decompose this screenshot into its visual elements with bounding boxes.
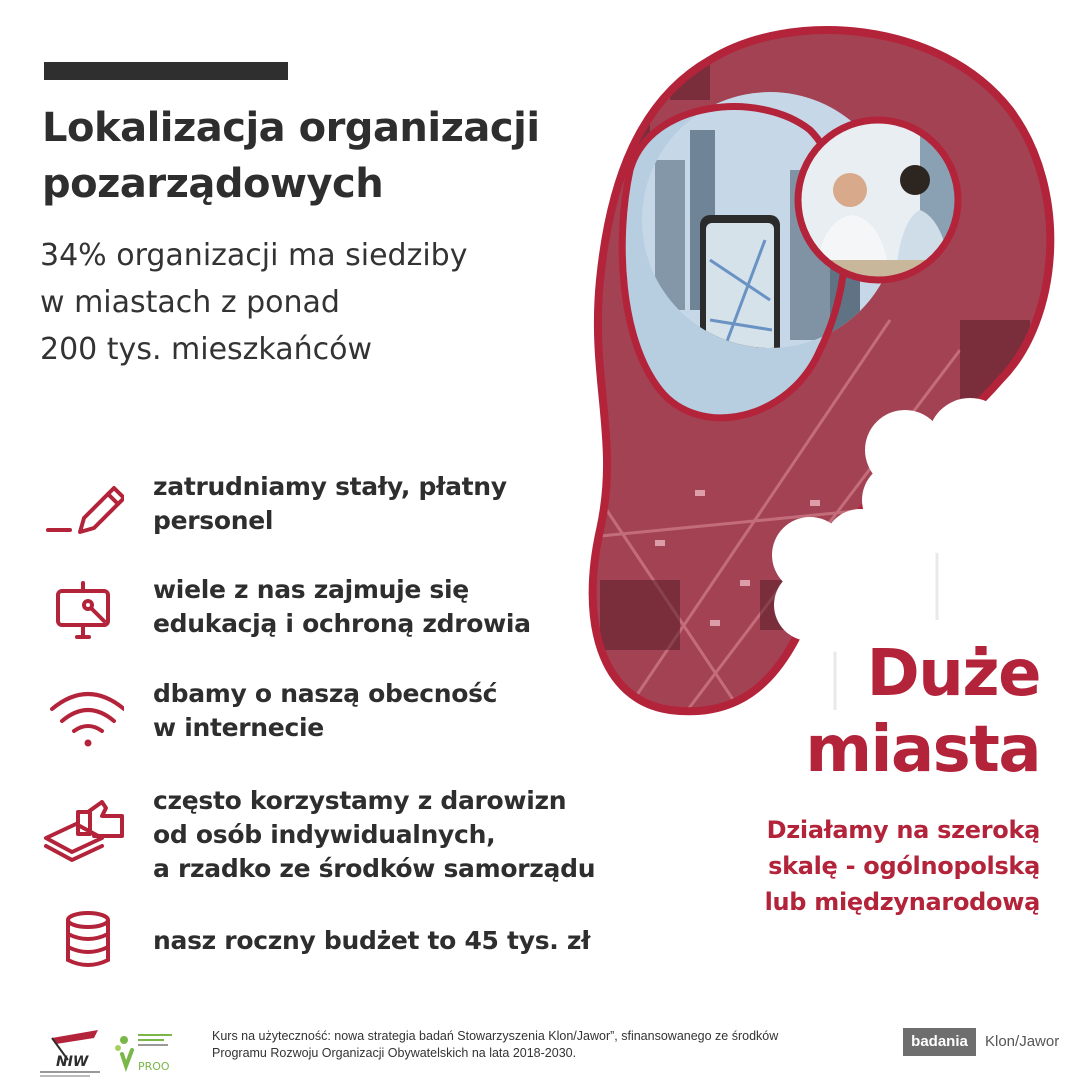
feature-text: często korzystamy z darowizn od osób indywidualnych, a rzadko ze środków samorządu xyxy=(153,786,596,883)
niw-logo-text: NIW xyxy=(56,1054,89,1070)
footer xyxy=(0,1010,1090,1090)
database-coins-icon xyxy=(44,908,124,972)
proo-logo-text: PROO xyxy=(138,1060,170,1073)
pencil-icon xyxy=(44,480,124,544)
page-subtitle: 34% organizacji ma siedziby w miastach z ponad 200 tys. mieszkańców xyxy=(40,238,468,367)
funding-credit: Kurs na użyteczność: nowa strategia badań Stowarzyszenia Klon/Jawor”, sfinansowanego ze środków Programu Rozwoju Organizacji Obywatelskich na lata 2018-2030. xyxy=(212,1029,779,1060)
donation-hand-icon xyxy=(44,794,124,866)
highlight-tagline: Działamy na szeroką skalę - ogólnopolską lub międzynarodową xyxy=(764,816,1040,916)
city-photo-collage xyxy=(560,20,1070,740)
presentation-screen-icon xyxy=(44,581,124,645)
header-accent-bar xyxy=(44,62,288,80)
klon-jawor-brand: Klon/Jawor xyxy=(985,1033,1060,1050)
highlight-title: Duże miasta xyxy=(805,637,1040,787)
page-title: Lokalizacja organizacji pozarządowych xyxy=(42,105,540,207)
feature-text: zatrudniamy stały, płatny personel xyxy=(153,472,507,535)
feature-text: nasz roczny budżet to 45 tys. zł xyxy=(153,926,591,955)
feature-text: wiele z nas zajmuje się edukacją i ochroną zdrowia xyxy=(153,575,531,638)
badania-badge: badania xyxy=(903,1028,976,1056)
niw-logo xyxy=(38,1026,104,1080)
proo-logo xyxy=(114,1026,198,1078)
feature-text: dbamy o naszą obecność w internecie xyxy=(153,679,498,742)
wifi-icon xyxy=(44,683,124,747)
